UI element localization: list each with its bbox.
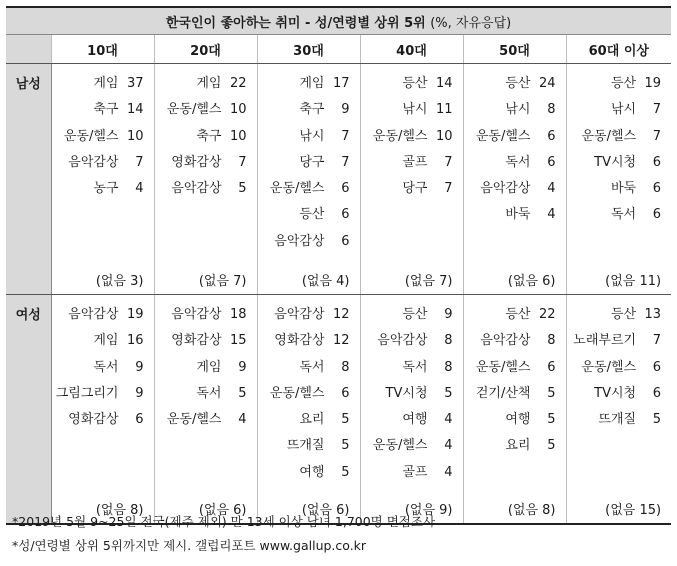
hobby-percent: 22 [538,307,556,322]
hobby-name: 운동/헬스 [63,128,119,144]
hobby-item [573,381,662,407]
footnotes [12,510,435,558]
hobby-item [264,302,350,328]
footnote-source: *성/연령별 상위 5위까지만 제시. 갤럽리포트 www.gallup.co.kr [12,538,367,553]
hobby-item [161,97,247,123]
hobby-item [470,202,556,228]
table-row [6,64,671,295]
hobby-percent: 5 [547,438,556,454]
hobby-item [264,433,350,459]
hobby-item [573,97,662,123]
hobby-percent: 9 [341,102,350,118]
column-header: 60대 이상 [566,35,671,64]
hobby-item [470,150,556,176]
hobby-item [264,381,350,407]
hobby-percent: 6 [652,207,662,223]
hobby-name: 골프 [402,464,428,480]
hobby-item [161,150,247,176]
hobby-item [573,302,662,328]
title-row [6,7,671,35]
hobby-percent: 7 [341,154,350,170]
none-percent: (없음 6) [198,503,247,518]
hobby-cell [566,295,671,525]
hobby-item [58,355,144,381]
hobby-cell [154,64,257,295]
hobby-cell [51,64,154,295]
hobby-percent: 19 [126,307,144,322]
hobby-item [470,71,556,97]
hobby-name: 운동/헬스 [372,438,428,454]
hobby-percent: 9 [135,359,144,375]
hobby-name: 음악감상 [171,307,222,322]
hobby-percent: 15 [229,333,247,349]
hobby-percent: 6 [341,233,350,249]
hobby-item [470,97,556,123]
hobby-percent: 18 [229,307,247,322]
hobby-name: 운동/헬스 [166,102,222,118]
hobby-percent: 5 [341,464,350,480]
column-header: 10대 [51,35,154,64]
hobby-percent: 4 [444,412,453,428]
hobby-name: 당구 [402,181,428,197]
hobby-cell [463,64,566,295]
hobby-percent: 10 [229,128,247,144]
hobby-item [161,71,247,97]
hobby-name: 바둑 [505,207,531,223]
hobby-table [6,6,671,525]
hobby-name: 독서 [610,207,637,223]
hobby-name: 걷기/산책 [475,385,531,401]
hobby-item [573,150,662,176]
hobby-name: 음악감상 [274,233,325,249]
hobby-item [470,381,556,407]
hobby-percent: 7 [341,128,350,144]
hobby-name: 축구 [196,128,222,144]
hobby-percent: 4 [238,412,247,428]
hobby-percent: 5 [341,412,350,428]
table-title-cell [6,7,671,35]
hobby-item [367,407,453,433]
hobby-item [58,124,144,150]
hobby-percent: 12 [332,307,350,322]
hobby-cell [566,64,671,295]
hobby-percent: 8 [444,333,453,349]
hobby-name: 게임 [196,359,222,375]
hobby-percent: 6 [341,207,350,223]
hobby-percent: 22 [229,76,247,91]
hobby-percent: 7 [444,181,453,197]
hobby-percent: 5 [444,385,453,401]
gender-label: 남성 [6,64,51,295]
none-percent: (없음 6) [507,274,556,289]
hobby-item [58,71,144,97]
hobby-name: 요리 [299,412,325,428]
hobby-name: 등산 [505,307,531,322]
hobby-percent: 7 [444,154,453,170]
none-percent: (없음 15) [605,503,662,518]
hobby-item [573,176,662,202]
hobby-name: 등산 [299,207,325,223]
hobby-name: 등산 [610,76,637,91]
hobby-percent: 10 [229,102,247,118]
none-percent: (없음 8) [95,503,144,518]
hobby-item [367,460,453,486]
hobby-item [573,407,662,433]
hobby-item [264,407,350,433]
hobby-name: 게임 [93,333,119,349]
hobby-percent: 14 [435,76,453,91]
hobby-percent: 9 [135,385,144,401]
hobby-item [264,150,350,176]
hobby-percent: 14 [126,102,144,118]
hobby-item [573,202,662,228]
hobby-name: 음악감상 [377,333,428,349]
hobby-name: 영화감상 [274,333,325,349]
hobby-percent: 5 [547,385,556,401]
none-percent: (없음 11) [605,274,662,289]
hobby-item [367,433,453,459]
hobby-item [573,328,662,354]
table-title: 한국인이 좋아하는 취미 - 성/연령별 상위 5위 [165,15,426,31]
hobby-percent: 7 [135,154,144,170]
hobby-percent: 5 [238,385,247,401]
hobby-name: 음악감상 [480,333,531,349]
hobby-item [161,355,247,381]
none-percent: (없음 7) [404,274,453,289]
hobby-name: 운동/헬스 [581,359,637,375]
hobby-item [367,176,453,202]
hobby-name: 등산 [402,307,428,322]
column-header: 30대 [257,35,360,64]
hobby-percent: 5 [547,412,556,428]
none-percent: (없음 4) [301,274,350,289]
hobby-name: 낚시 [505,102,531,118]
hobby-item [367,328,453,354]
hobby-name: 게임 [93,76,119,91]
hobby-name: 영화감상 [171,333,222,349]
hobby-percent: 8 [444,359,453,375]
hobby-item [161,124,247,150]
hobby-name: 운동/헬스 [581,128,637,144]
hobby-name: 등산 [610,307,637,322]
hobby-percent: 6 [547,128,556,144]
header-corner [6,35,51,64]
none-percent: (없음 3) [95,274,144,289]
hobby-percent: 4 [135,181,144,197]
hobby-name: 운동/헬스 [475,359,531,375]
hobby-item [470,124,556,150]
hobby-item [58,302,144,328]
hobby-percent: 7 [652,128,662,144]
hobby-name: 독서 [505,154,531,170]
none-percent: (없음 8) [507,503,556,518]
hobby-item [470,355,556,381]
hobby-name: 뜨개질 [598,412,637,428]
hobby-cell [154,295,257,525]
hobby-percent: 6 [652,181,662,197]
hobby-percent: 6 [135,412,144,428]
hobby-name: 요리 [505,438,531,454]
hobby-item [161,381,247,407]
hobby-name: 영화감상 [68,412,119,428]
hobby-item [264,460,350,486]
hobby-item [470,328,556,354]
hobby-name: TV시청 [385,385,428,401]
hobby-percent: 16 [126,333,144,349]
hobby-item [470,302,556,328]
hobby-item [161,176,247,202]
hobby-name: 낚시 [299,128,325,144]
hobby-cell [257,295,360,525]
none-percent: (없음 9) [404,503,453,518]
hobby-percent: 6 [652,359,662,375]
hobby-name: 음악감상 [274,307,325,322]
hobby-percent: 5 [341,438,350,454]
hobby-name: 여행 [505,412,531,428]
none-percent: (없음 6) [301,503,350,518]
hobby-name: 축구 [299,102,325,118]
hobby-name: 바둑 [610,181,637,197]
hobby-name: 골프 [402,154,428,170]
hobby-item [264,71,350,97]
hobby-percent: 9 [238,359,247,375]
hobby-cell [257,64,360,295]
hobby-percent: 12 [332,333,350,349]
hobby-name: 운동/헬스 [372,128,428,144]
column-header: 40대 [360,35,463,64]
hobby-item [58,328,144,354]
hobby-name: 운동/헬스 [475,128,531,144]
hobby-cell [360,64,463,295]
hobby-percent: 24 [538,76,556,91]
hobby-name: 당구 [299,154,325,170]
hobby-item [264,97,350,123]
hobby-item [55,381,144,407]
hobby-percent: 37 [126,76,144,91]
hobby-percent: 19 [644,76,662,91]
hobby-item [264,328,350,354]
hobby-percent: 4 [444,464,453,480]
hobby-name: 게임 [299,76,325,91]
hobby-name: 여행 [402,412,428,428]
hobby-item [367,150,453,176]
hobby-percent: 9 [444,307,453,322]
hobby-item [573,355,662,381]
hobby-item [264,202,350,228]
hobby-percent: 6 [341,385,350,401]
hobby-name: 그림그리기 [55,385,119,401]
hobby-name: 독서 [93,359,119,375]
hobby-percent: 10 [435,128,453,144]
hobby-name: 게임 [196,76,222,91]
table-unit: (%, 자유응답) [430,15,512,31]
hobby-item [264,229,350,255]
hobby-name: 등산 [505,76,531,91]
column-header: 50대 [463,35,566,64]
hobby-name: 독서 [196,385,222,401]
hobby-item [367,124,453,150]
hobby-item [470,433,556,459]
hobby-name: 여행 [299,464,325,480]
hobby-item [161,302,247,328]
hobby-item [58,176,144,202]
hobby-name: 낚시 [402,102,428,118]
hobby-percent: 7 [652,333,662,349]
hobby-item [58,97,144,123]
hobby-name: 음악감상 [68,307,119,322]
hobby-percent: 8 [341,359,350,375]
none-percent: (없음 7) [198,274,247,289]
hobby-name: 등산 [402,76,428,91]
hobby-item [367,381,453,407]
hobby-percent: 11 [435,102,453,118]
hobby-name: 낚시 [610,102,637,118]
hobby-percent: 8 [547,102,556,118]
column-header-row [6,35,671,64]
hobby-name: TV시청 [594,385,637,401]
hobby-percent: 7 [652,102,662,118]
hobby-item [367,355,453,381]
hobby-name: 독서 [402,359,428,375]
hobby-name: 축구 [93,102,119,118]
hobby-percent: 5 [238,181,247,197]
hobby-percent: 6 [341,181,350,197]
hobby-percent: 7 [238,154,247,170]
hobby-percent: 4 [444,438,453,454]
hobby-item [58,150,144,176]
hobby-name: 농구 [93,181,119,197]
hobby-item [573,124,662,150]
hobby-percent: 6 [652,154,662,170]
hobby-percent: 10 [126,128,144,144]
hobby-percent: 8 [547,333,556,349]
hobby-percent: 5 [652,412,662,428]
footnote-survey: *2019년 5월 9~25일 전국(제주 제외) 만 13세 이상 남녀 1,700명 면접조사 [12,514,436,529]
hobby-item [470,176,556,202]
hobby-item [264,124,350,150]
hobby-item [161,407,247,433]
hobby-item [367,302,453,328]
gender-label: 여성 [6,295,51,525]
hobby-item [470,407,556,433]
hobby-item [367,97,453,123]
hobby-percent: 4 [547,207,556,223]
hobby-percent: 6 [652,385,662,401]
hobby-item [264,355,350,381]
hobby-name: TV시청 [594,154,637,170]
hobby-cell [51,295,154,525]
hobby-name: 음악감상 [68,154,119,170]
hobby-name: 음악감상 [480,181,531,197]
hobby-item [264,176,350,202]
hobby-name: 운동/헬스 [269,385,325,401]
hobby-cell [463,295,566,525]
hobby-percent: 6 [547,359,556,375]
table-row [6,295,671,525]
hobby-item [573,71,662,97]
hobby-name: 운동/헬스 [166,412,222,428]
column-header: 20대 [154,35,257,64]
hobby-item [367,71,453,97]
hobby-percent: 13 [644,307,662,322]
hobby-name: 영화감상 [171,154,222,170]
hobby-cell [360,295,463,525]
hobby-item [161,328,247,354]
hobby-item [58,407,144,433]
hobby-name: 음악감상 [171,181,222,197]
hobby-percent: 17 [332,76,350,91]
hobby-name: 노래부르기 [573,333,637,349]
hobby-percent: 4 [547,181,556,197]
hobby-name: 독서 [299,359,325,375]
hobby-name: 뜨개질 [286,438,325,454]
hobby-percent: 6 [547,154,556,170]
hobby-name: 운동/헬스 [269,181,325,197]
